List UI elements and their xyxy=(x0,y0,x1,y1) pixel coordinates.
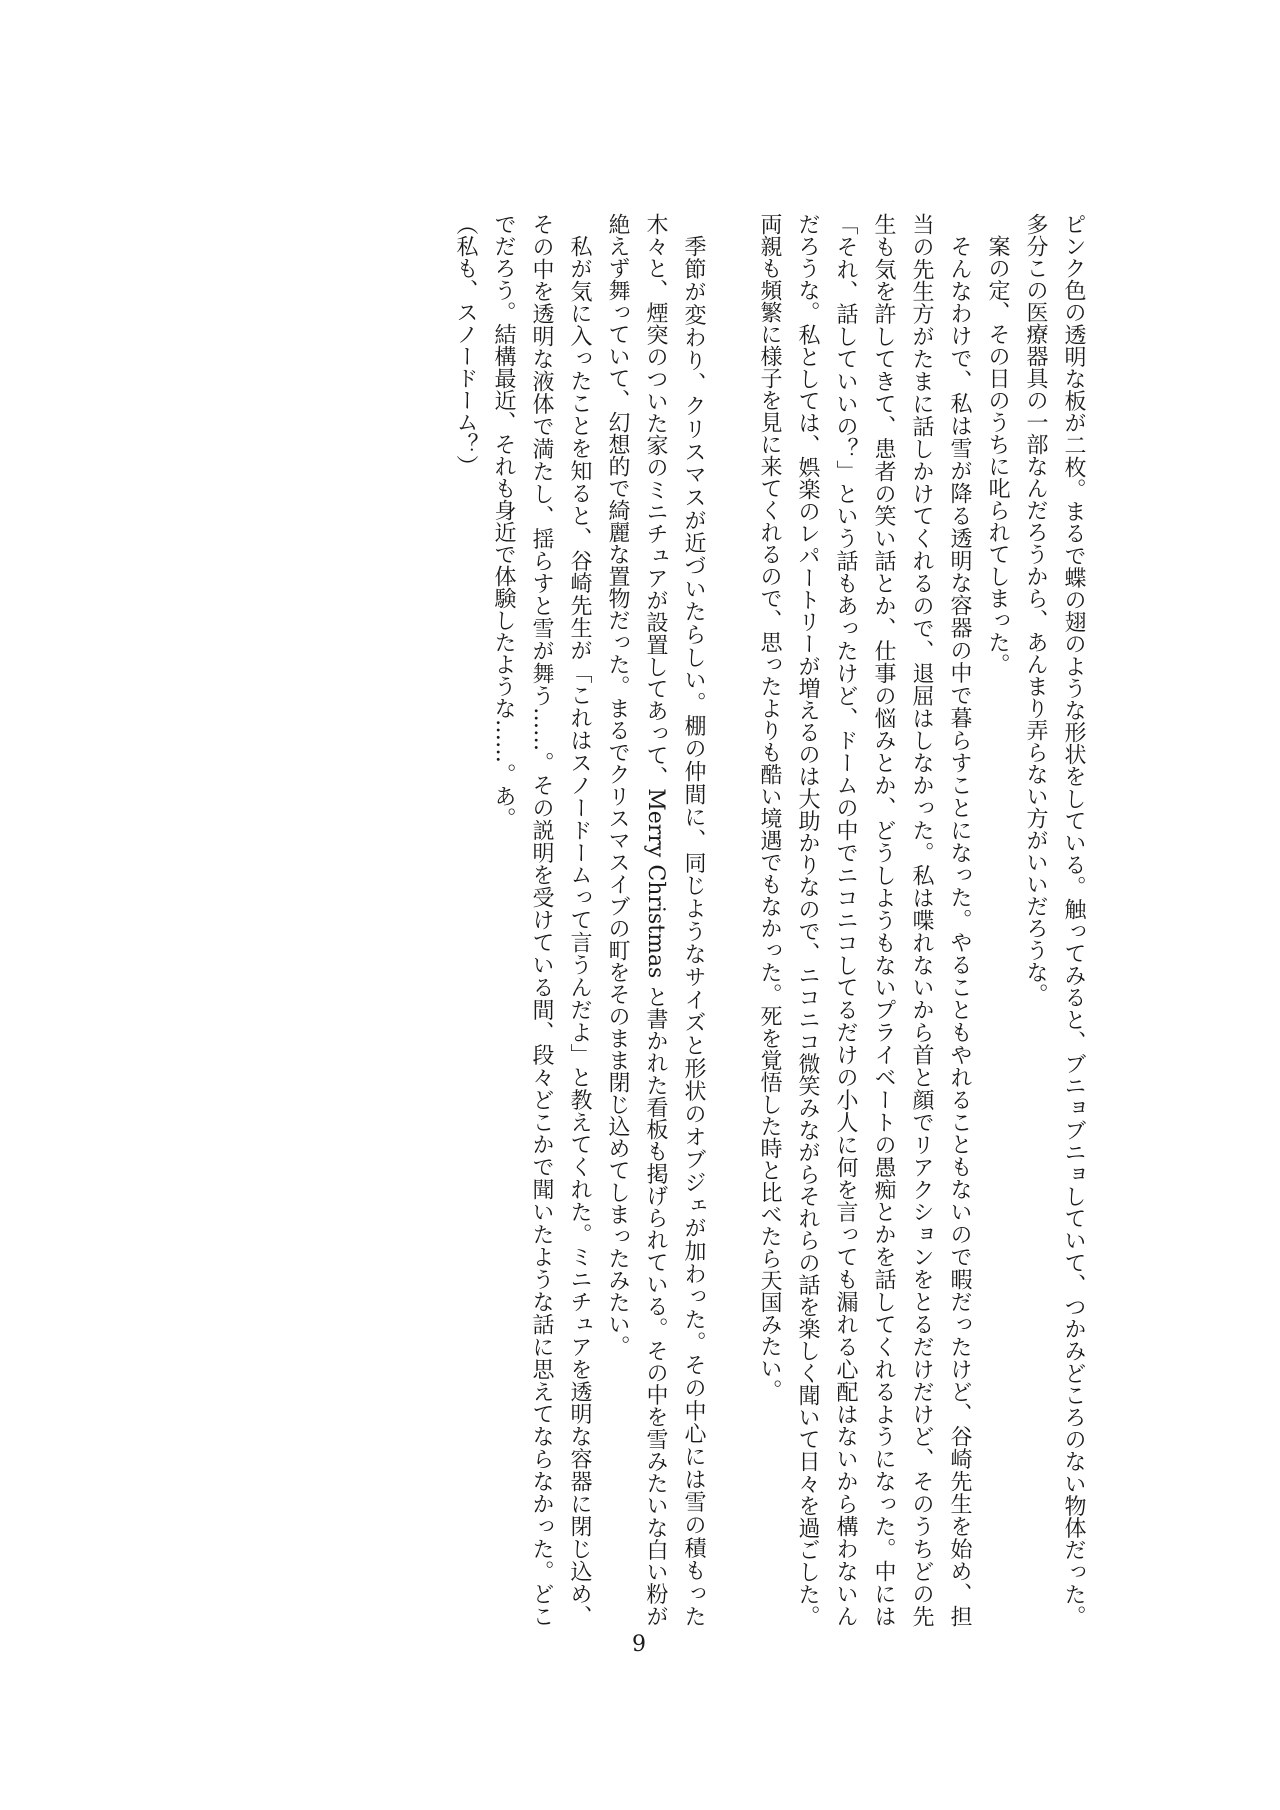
text-line: ピンク色の透明な板が二枚。まるで蝶の翅のような形状をしている。触ってみると、ブニョブニョしていて、つかみどころのない物体だった。 xyxy=(1061,213,1086,1627)
text-line: だろうな。私としては、娯楽のレパートリーが増えるのは大助かりなので、ニコニコ微笑みながらそれらの話を楽しく聞いて日々を過ごした。 xyxy=(795,213,820,1627)
text-line: その中を透明な液体で満たし、揺らすと雪が舞う……。その説明を受けている間、段々どこかで聞いたような話に思えてならなかった。どこ xyxy=(529,213,554,1627)
text-line: 季節が変わり、クリスマスが近づいたらしい。棚の仲間に、同じようなサイズと形状のオブジェが加わった。その中心には雪の積もった xyxy=(681,235,706,1628)
blank-line xyxy=(712,213,750,1627)
text-line: （私も、スノードーム？） xyxy=(453,213,478,477)
text-line: 絶えず舞っていて、幻想的で綺麗な置物だった。まるでクリスマスイブの町をそのまま閉じ込めてしまったみたい。 xyxy=(605,213,630,1357)
text-line: そんなわけで、私は雪が降る透明な容器の中で暮らすことになった。やることもやれることもないので暇だったけど、谷崎先生を始め、担 xyxy=(947,235,972,1627)
vertical-body-text xyxy=(446,213,1092,1627)
text-line: 当の先生方がたまに話しかけてくれるので、退屈はしなかった。私は喋れないから首と顔でリアクションをとるだけだけど、そのうちどの先 xyxy=(909,213,934,1627)
text-line: 生も気を許してきて、患者の笑い話とか、仕事の悩みとか、どうしようもないプライベートの愚痴とかを話してくれるようになった。中には xyxy=(871,213,896,1627)
text-line: 私が気に入ったことを知ると、谷崎先生が「これはスノードームって言うんだよ」と教えてくれた。ミニチュアを透明な容器に閉じ込め、 xyxy=(567,235,592,1627)
text-line: 「それ、話していいの？」という話もあったけど、ドームの中でニコニコしてるだけの小人に何を言っても漏れる心配はないから構わないん xyxy=(833,213,858,1628)
text-line: でだろう。結構最近、それも身近で体験したような……。あ。 xyxy=(491,213,516,829)
text-line: 案の定、その日のうちに叱られてしまった。 xyxy=(985,235,1010,675)
text-line: 両親も頻繁に様子を見に来てくれるので、思ったよりも酷い境遇でもなかった。死を覚悟した時と比べたら天国みたい。 xyxy=(757,213,782,1401)
page-number: 9 xyxy=(632,1632,646,1657)
text-line: 多分この医療器具の一部なんだろうから、あんまり弄らない方がいいだろうな。 xyxy=(1023,213,1048,1005)
text-line: 木々と、煙突のついた家のミニチュアが設置してあって、Merry Christmas と書かれた看板も掲げられている。その中を雪みたいな白い粉が xyxy=(643,213,668,1627)
